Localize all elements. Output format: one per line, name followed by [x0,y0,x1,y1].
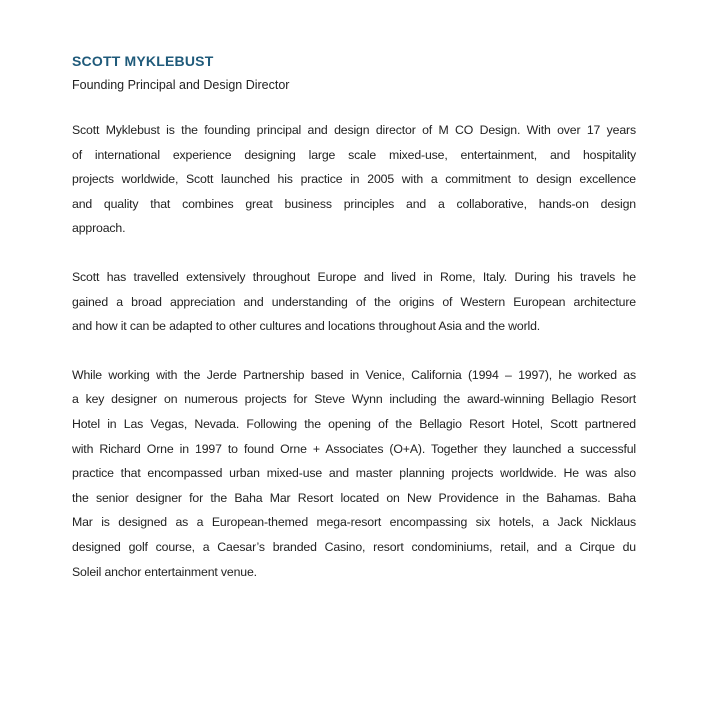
person-title: Founding Principal and Design Director [72,78,290,92]
paragraph-line: Hotel in Las Vegas, Nevada. Following the opening of the Bellagio Resort Hotel, Scott partnered [72,416,636,431]
paragraph-line: designed golf course, a Caesar’s branded Casino, resort condominiums, retail, and a Cirque du [72,539,636,554]
paragraph-line: Soleil anchor entertainment venue. [72,564,257,579]
paragraph-line: and quality that combines great business principles and a collaborative, hands-on design [72,196,636,211]
bio-document [72,50,636,608]
paragraph-line: Mar is designed as a European-themed mega-resort encompassing six hotels, a Jack Nicklaus [72,515,636,530]
paragraph-line: approach. [72,221,126,236]
paragraph-line: the senior designer for the Baha Mar Resort located on New Providence in the Bahamas. Baha [72,490,636,505]
bio-paragraph [72,118,636,241]
paragraph-line: with Richard Orne in 1997 to found Orne + Associates (O+A). Together they launched a successful [72,441,636,456]
paragraph-line: practice that encompassed urban mixed-use and master planning projects worldwide. He was also [72,466,636,481]
paragraph-line: a key designer on numerous projects for Steve Wynn including the award-winning Bellagio Resort [72,392,636,407]
paragraph-line: Scott Myklebust is the founding principal and design director of M CO Design. With over 17 years [72,123,636,137]
paragraph-line: projects worldwide, Scott launched his practice in 2005 with a commitment to design excellence [72,172,636,187]
paragraph-line: gained a broad appreciation and understanding of the origins of Western European architecture [72,294,636,309]
paragraph-line: While working with the Jerde Partnership based in Venice, California (1994 – 1997), he worked as [72,367,636,382]
paragraph-line: and how it can be adapted to other cultures and locations throughout Asia and the world. [72,319,541,334]
bio-paragraph [72,363,636,584]
paragraph-line: Scott has travelled extensively throughout Europe and lived in Rome, Italy. During his travels he [72,269,636,284]
bio-paragraph [72,265,636,339]
bio-body [72,118,636,584]
paragraph-line: of international experience designing large scale mixed-use, entertainment, and hospitality [72,147,636,162]
person-name: SCOTT MYKLEBUST [72,53,214,69]
